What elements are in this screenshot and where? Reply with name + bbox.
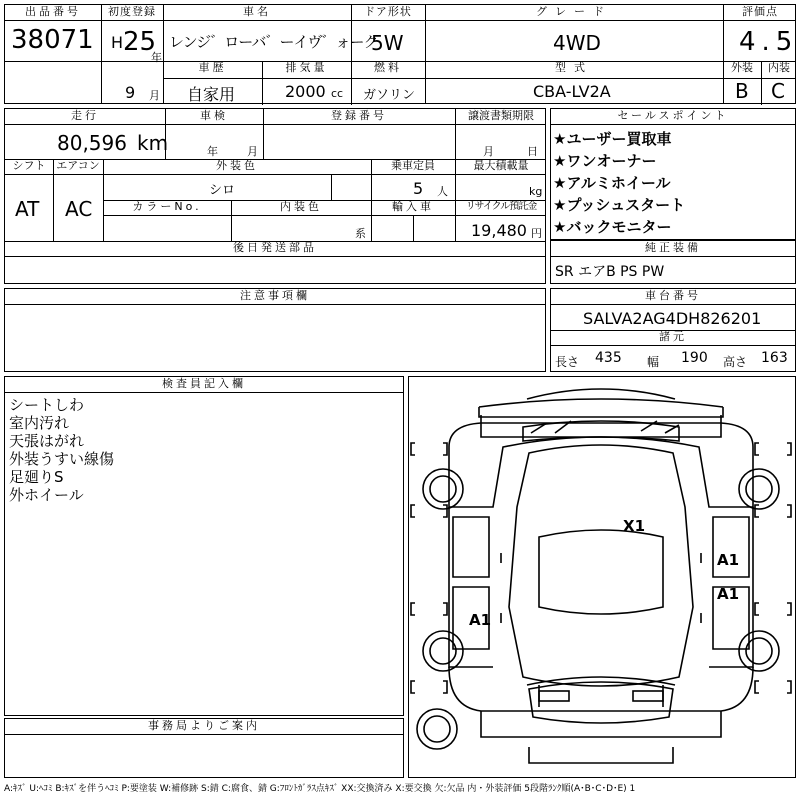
inspector-note: 外ホイール	[9, 486, 84, 504]
sales-point: ★ユーザー買取車	[553, 130, 672, 148]
transfer-month-unit: 月	[483, 145, 494, 158]
color-number-label: カラーNo.	[132, 200, 202, 213]
damage-mark-left-rear-door: A1	[469, 611, 492, 629]
score-value: 4.5	[739, 27, 799, 57]
transfer-docs-label: 譲渡書類期限	[468, 109, 534, 122]
max-load-label: 最大積載量	[473, 159, 529, 172]
equipment-value: SR エアB PS PW	[555, 264, 665, 280]
sales-point: ★ワンオーナー	[553, 152, 657, 170]
sales-point: ★アルミホイール	[553, 174, 671, 192]
fuel-label: 燃料	[374, 61, 402, 74]
score-label: 評価点	[742, 5, 778, 18]
recycle-value: 19,480	[471, 221, 527, 240]
interior-grade: C	[771, 79, 785, 103]
inspector-note: 天張はがれ	[9, 432, 85, 450]
history-value: 自家用	[187, 85, 236, 104]
exterior-grade: B	[735, 79, 749, 103]
lot-number: 38071	[11, 25, 94, 55]
transfer-day-unit: 日	[527, 145, 538, 158]
length-value: 435	[595, 350, 622, 366]
lot-label: 出品番号	[25, 5, 81, 18]
office-label: 事務局よりご案内	[148, 719, 260, 732]
interior-label: 内装	[768, 61, 790, 74]
recycle-label: リサイクル預託金	[465, 201, 537, 212]
mileage-value: 80,596	[57, 131, 127, 155]
exterior-label: 外装	[731, 61, 753, 74]
reg-number-label: 登録番号	[331, 109, 387, 122]
inspection-month-unit: 月	[247, 145, 258, 158]
inspector-note: 外装うすい線傷	[9, 450, 115, 468]
damage-mark-right-rear-door: A1	[717, 585, 740, 603]
capacity-unit: 人	[437, 185, 448, 198]
interior-color-unit: 系	[355, 227, 366, 240]
displacement-unit: cc	[331, 87, 344, 100]
model-value: CBA-LV2A	[533, 82, 611, 101]
shift-value: AT	[15, 197, 40, 221]
door-value: 5W	[371, 31, 404, 55]
damage-mark-roof: X1	[623, 517, 646, 535]
inspector-note: 足廻りS	[9, 468, 64, 486]
inspector-note: 室内汚れ	[9, 414, 70, 432]
width-label: 幅	[647, 355, 660, 369]
inspector-section	[4, 376, 404, 716]
year-unit: 年	[151, 51, 162, 64]
era-mark: H	[111, 33, 124, 52]
displacement-label: 排気量	[285, 61, 328, 74]
capacity-value: 5	[413, 179, 424, 198]
mileage-unit: km	[137, 131, 169, 155]
sales-point: ★バックモニター	[553, 218, 672, 236]
notes-label: 注意事項欄	[240, 289, 310, 302]
capacity-label: 乗車定員	[391, 159, 435, 172]
displacement-value: 2000	[285, 82, 326, 101]
notes-section	[4, 288, 546, 372]
grade-value: 4WD	[553, 31, 601, 55]
max-load-unit: kg	[529, 185, 543, 198]
chassis-section	[550, 288, 796, 372]
reg-year: 25	[123, 27, 157, 57]
sales-point: ★プッシュスタート	[553, 196, 686, 214]
specs-label: 諸元	[659, 330, 687, 343]
sales-points-section	[550, 108, 796, 240]
car-outline-diagram	[409, 377, 794, 776]
history-label: 車歴	[198, 61, 227, 74]
exterior-color-label: 外装色	[216, 159, 258, 172]
exterior-color-value: シロ	[209, 183, 236, 198]
import-label: 輸入車	[392, 200, 434, 213]
sales-points-list	[553, 128, 685, 238]
first-reg-label: 初度登録	[108, 5, 156, 18]
length-label: 長さ	[555, 355, 580, 369]
equipment-label: 純正装備	[645, 241, 701, 254]
grade-label: グレード	[536, 5, 612, 18]
office-section	[4, 718, 404, 778]
inspector-note: シートしわ	[9, 396, 85, 414]
interior-color-label: 内装色	[280, 200, 322, 213]
inspector-label: 検査員記入欄	[162, 377, 246, 390]
door-label: ドア形状	[364, 5, 412, 18]
fuel-value: ガソリン	[363, 88, 416, 103]
chassis-number: SALVA2AG4DH826201	[583, 309, 762, 328]
month-unit: 月	[149, 89, 160, 102]
height-value: 163	[761, 350, 788, 366]
reg-month: 9	[125, 83, 136, 102]
shift-label: シフト	[12, 159, 46, 172]
chassis-label: 車台番号	[645, 289, 701, 302]
damage-legend: A:ｷｽﾞ U:ﾍｺﾐ B:ｷｽﾞを伴うﾍｺﾐ P:要塗装 W:補修跡 S:錆 C:腐食、錆 G:ﾌﾛﾝﾄｶﾞﾗｽ点ｷｽﾞ XX:交換済み X:要交換 欠:欠品 内・外装評価 5段階ﾗﾝｸ順(A･B･C･D･E) 1	[4, 784, 636, 794]
recycle-unit: 円	[531, 227, 542, 240]
aircon-label: エアコン	[56, 159, 100, 172]
vehicle-info-section	[4, 108, 546, 284]
parts-label: 後日発送部品	[233, 241, 317, 254]
inspection-year-unit: 年	[207, 145, 218, 158]
aircon-value: AC	[65, 197, 93, 221]
car-name: レンジ゛ローバ゛ーイヴ゛ォーク	[169, 33, 378, 51]
damage-mark-right-front-door: A1	[717, 551, 740, 569]
damage-diagram	[408, 376, 796, 778]
mileage-label: 走行	[71, 109, 99, 122]
inspector-notes	[9, 396, 114, 504]
header-section	[4, 4, 799, 104]
inspection-label: 車検	[200, 109, 228, 122]
equipment-section	[550, 240, 796, 284]
height-label: 高さ	[723, 355, 748, 369]
car-name-label: 車名	[243, 5, 271, 18]
sales-points-label: セールスポイント	[617, 109, 729, 122]
model-label: 型式	[555, 61, 593, 74]
width-value: 190	[681, 350, 708, 366]
